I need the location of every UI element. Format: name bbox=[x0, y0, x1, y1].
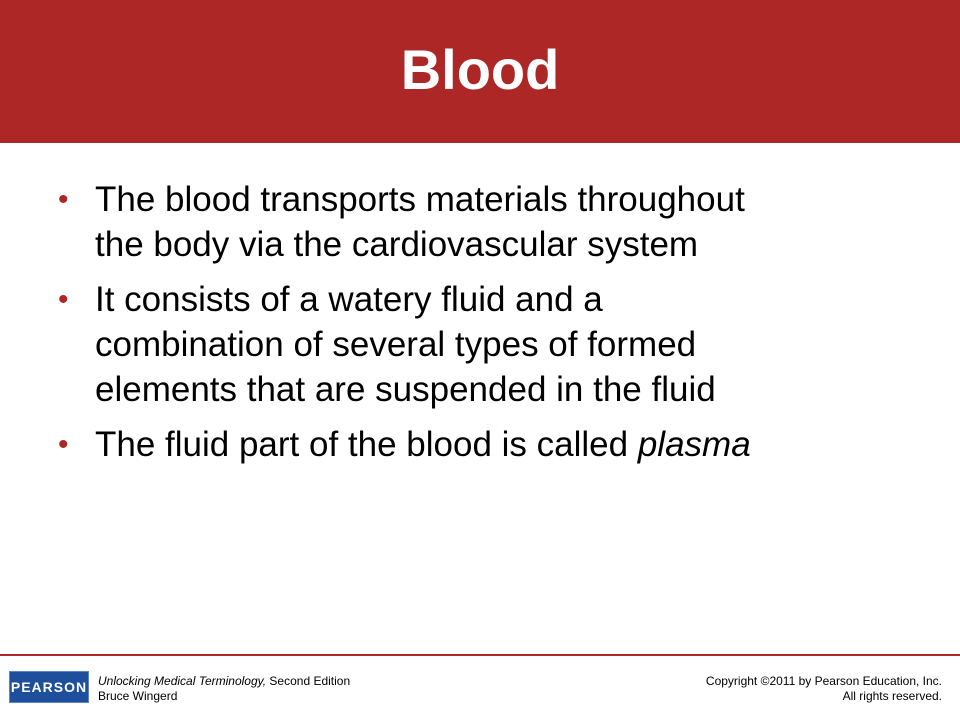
slide-title: Blood bbox=[400, 38, 560, 101]
bullet-line: It consists of a watery fluid and a bbox=[95, 280, 603, 319]
bullet-item bbox=[58, 277, 938, 412]
bullet-item bbox=[58, 422, 938, 467]
footer-divider bbox=[0, 654, 960, 656]
bullet-line: elements that are suspended in the fluid bbox=[95, 370, 716, 409]
pearson-logo: PEARSON bbox=[9, 671, 89, 703]
bullet-line bbox=[95, 422, 938, 467]
bullet-line: The blood transports materials throughout bbox=[95, 180, 745, 219]
book-edition: Second Edition bbox=[266, 674, 351, 688]
footer-copyright bbox=[706, 674, 942, 704]
book-title: Unlocking Medical Terminology, bbox=[98, 674, 267, 688]
bullet-item bbox=[58, 177, 938, 267]
term-plasma: plasma bbox=[637, 425, 751, 464]
bullet-text: The fluid part of the blood is called bbox=[95, 425, 638, 464]
copyright-text: Copyright ©2011 by Pearson Education, Inc. bbox=[705, 674, 942, 688]
bullet-icon: • bbox=[58, 283, 69, 316]
bullet-line: the body via the cardiovascular system bbox=[95, 225, 699, 264]
footer-book-info bbox=[98, 674, 350, 704]
bullet-line: combination of several types of formed bbox=[95, 325, 697, 364]
bullet-icon: • bbox=[58, 428, 69, 461]
bullet-icon: • bbox=[58, 183, 69, 216]
rights-text: All rights reserved. bbox=[842, 689, 942, 703]
book-author: Bruce Wingerd bbox=[98, 689, 178, 703]
bullet-list bbox=[58, 177, 938, 477]
